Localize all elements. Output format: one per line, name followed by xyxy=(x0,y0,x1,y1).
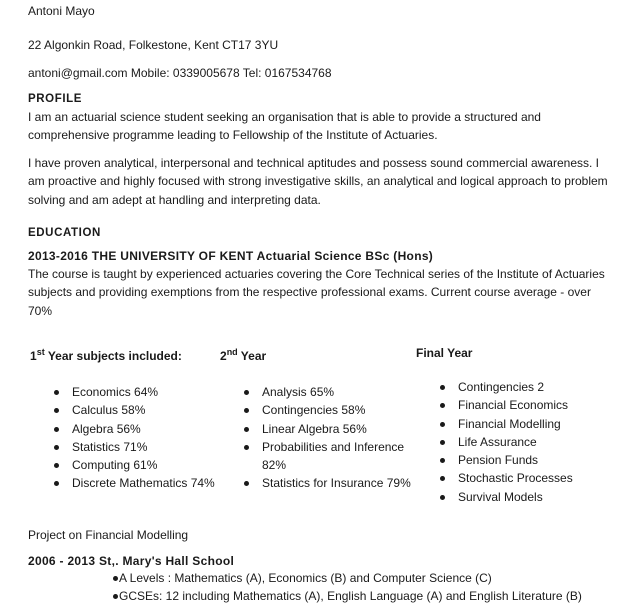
final-year-heading: Final Year xyxy=(416,346,473,360)
list-item: Pension Funds xyxy=(440,451,573,469)
list-item: Linear Algebra 56% xyxy=(244,420,414,438)
list-item: Contingencies 58% xyxy=(244,401,414,419)
profile-paragraph-2: I have proven analytical, interpersonal and technical aptitudes and possess sound commercial awareness. I am proactive and highly focused with strong investigative skills, an analytical and logical approach to problem solving and am adept at handling and interpreting data. xyxy=(28,156,608,207)
list-item: A Levels : Mathematics (A), Economics (B) and Computer Science (C) xyxy=(113,569,582,587)
profile-heading: PROFILE xyxy=(28,93,83,105)
contact-details: antoni@gmail.com Mobile: 0339005678 Tel: 0167534768 xyxy=(28,66,332,80)
final-year-subject-list xyxy=(440,378,573,506)
list-item: Probabilities and Inference 82% xyxy=(244,438,414,475)
university-title: 2013-2016 THE UNIVERSITY OF KENT Actuarial Science BSc (Hons) xyxy=(28,249,434,263)
list-item: Financial Economics xyxy=(440,396,573,414)
candidate-name: Antoni Mayo xyxy=(28,4,95,18)
university-description: The course is taught by experienced actuaries covering the Core Technical series of the Institute of Actuaries subjects and providing exemptions from the respective professional exams. Current course average - over 70% xyxy=(28,267,605,318)
profile-paragraph-1: I am an actuarial science student seeking an organisation that is able to provide a structured and comprehensive programme leading to Fellowship of the Institute of Actuaries. xyxy=(28,110,541,143)
year2-subject-list xyxy=(244,383,414,493)
list-item: GCSEs: 12 including Mathematics (A), English Language (A) and English Literature (B) xyxy=(113,587,582,605)
education-heading: EDUCATION xyxy=(28,227,101,239)
list-item: Statistics for Insurance 79% xyxy=(244,474,414,492)
list-item: Computing 61% xyxy=(54,456,215,474)
list-item: Life Assurance xyxy=(440,433,573,451)
list-item: Analysis 65% xyxy=(244,383,414,401)
year2-heading: 2nd Year xyxy=(220,347,267,363)
project-line: Project on Financial Modelling xyxy=(28,528,189,542)
school-qualifications-list xyxy=(113,569,582,606)
list-item: Calculus 58% xyxy=(54,401,215,419)
list-item: Stochastic Processes xyxy=(440,469,573,487)
list-item: Economics 64% xyxy=(54,383,215,401)
year1-heading: 1st Year subjects included: xyxy=(30,347,182,363)
list-item: Financial Modelling xyxy=(440,415,573,433)
list-item: Algebra 56% xyxy=(54,420,215,438)
list-item: Survival Models xyxy=(440,488,573,506)
school-title: 2006 - 2013 St,. Mary's Hall School xyxy=(28,554,235,568)
year1-subject-list xyxy=(54,383,215,493)
list-item: Discrete Mathematics 74% xyxy=(54,474,215,492)
address: 22 Algonkin Road, Folkestone, Kent CT17 3YU xyxy=(28,38,279,52)
list-item: Contingencies 2 xyxy=(440,378,573,396)
list-item: Statistics 71% xyxy=(54,438,215,456)
